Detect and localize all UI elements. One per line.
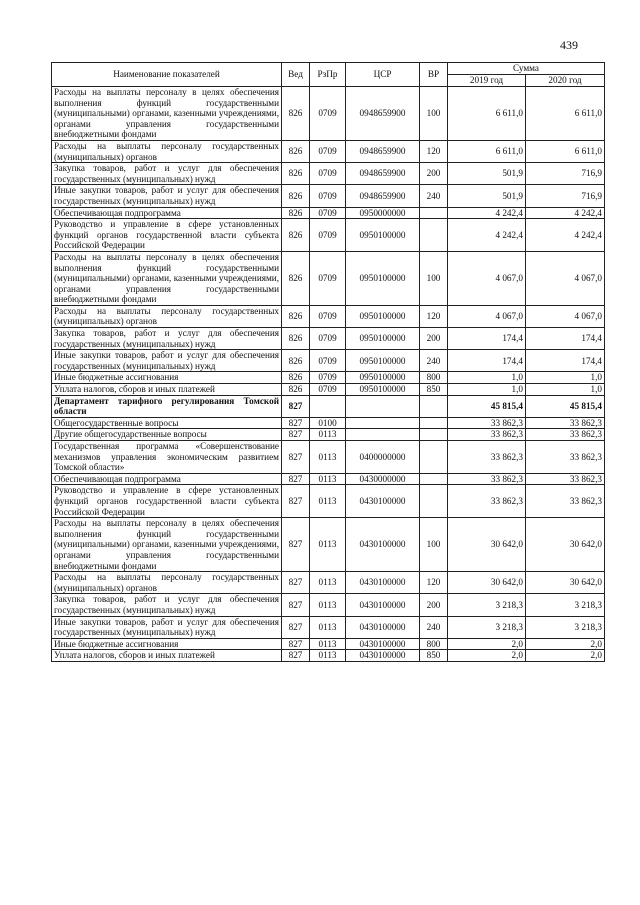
- cell-csr: 0430100000: [346, 638, 420, 650]
- cell-rzpr: 0113: [310, 650, 346, 662]
- cell-rzpr: 0113: [310, 638, 346, 650]
- cell-y2019: 6 611,0: [448, 140, 526, 162]
- header-csr: ЦСР: [346, 63, 420, 87]
- cell-y2020: 6 611,0: [526, 87, 605, 141]
- cell-ved: 827: [282, 441, 310, 474]
- cell-vr: 850: [420, 384, 448, 396]
- cell-rzpr: 0709: [310, 87, 346, 141]
- cell-ved: 826: [282, 328, 310, 350]
- cell-y2020: 33 862,3: [526, 485, 605, 518]
- cell-rzpr: 0113: [310, 594, 346, 616]
- table-row: [52, 473, 605, 485]
- cell-ved: 826: [282, 219, 310, 252]
- cell-csr: [346, 429, 420, 441]
- page-number: 439: [560, 38, 578, 52]
- cell-y2020: 4 242,4: [526, 207, 605, 219]
- cell-y2019: 1,0: [448, 372, 526, 384]
- cell-ved: 826: [282, 384, 310, 396]
- cell-ved: 827: [282, 473, 310, 485]
- cell-ved: 826: [282, 163, 310, 185]
- table-row: [52, 305, 605, 327]
- cell-csr: 0430100000: [346, 485, 420, 518]
- cell-y2020: 33 862,3: [526, 417, 605, 429]
- cell-name: Закупка товаров, работ и услуг для обеспечения государственных (муниципальных) нужд: [52, 163, 282, 185]
- cell-ved: 826: [282, 185, 310, 207]
- budget-table: [51, 62, 605, 662]
- cell-name: Обеспечивающая подпрограмма: [52, 473, 282, 485]
- table-row: [52, 350, 605, 372]
- cell-y2020: 33 862,3: [526, 429, 605, 441]
- cell-ved: 826: [282, 87, 310, 141]
- cell-ved: 826: [282, 207, 310, 219]
- cell-rzpr: 0709: [310, 219, 346, 252]
- cell-name: Расходы на выплаты персоналу государственных (муниципальных) органов: [52, 140, 282, 162]
- cell-vr: 200: [420, 163, 448, 185]
- cell-name: Уплата налогов, сборов и иных платежей: [52, 384, 282, 396]
- cell-y2020: 716,9: [526, 185, 605, 207]
- cell-y2019: 4 242,4: [448, 207, 526, 219]
- cell-y2019: 6 611,0: [448, 87, 526, 141]
- cell-vr: [420, 417, 448, 429]
- cell-y2019: 45 815,4: [448, 395, 526, 417]
- table-row: [52, 163, 605, 185]
- cell-y2020: 6 611,0: [526, 140, 605, 162]
- cell-vr: 240: [420, 185, 448, 207]
- table-row: [52, 417, 605, 429]
- cell-y2019: 30 642,0: [448, 572, 526, 594]
- table-row: [52, 594, 605, 616]
- cell-ved: 827: [282, 429, 310, 441]
- cell-y2019: 174,4: [448, 328, 526, 350]
- cell-ved: 827: [282, 417, 310, 429]
- cell-y2020: 2,0: [526, 638, 605, 650]
- header-rzpr: РзПр: [310, 63, 346, 87]
- cell-ved: 826: [282, 140, 310, 162]
- cell-ved: 827: [282, 395, 310, 417]
- cell-rzpr: 0709: [310, 163, 346, 185]
- cell-rzpr: 0709: [310, 207, 346, 219]
- cell-y2020: 33 862,3: [526, 473, 605, 485]
- cell-csr: 0950000000: [346, 207, 420, 219]
- cell-vr: [420, 485, 448, 518]
- cell-vr: 100: [420, 251, 448, 305]
- cell-csr: 0950100000: [346, 350, 420, 372]
- table-row: [52, 207, 605, 219]
- header-2020: 2020 год: [526, 75, 605, 87]
- cell-csr: 0430000000: [346, 473, 420, 485]
- cell-y2019: 4 242,4: [448, 219, 526, 252]
- table-row: [52, 572, 605, 594]
- cell-vr: [420, 219, 448, 252]
- cell-y2020: 1,0: [526, 372, 605, 384]
- cell-vr: [420, 473, 448, 485]
- cell-y2019: 3 218,3: [448, 594, 526, 616]
- cell-name: Обеспечивающая подпрограмма: [52, 207, 282, 219]
- cell-vr: [420, 207, 448, 219]
- cell-csr: 0430100000: [346, 594, 420, 616]
- cell-y2020: 4 067,0: [526, 251, 605, 305]
- table-row: [52, 429, 605, 441]
- cell-ved: 826: [282, 305, 310, 327]
- cell-rzpr: 0709: [310, 350, 346, 372]
- header-name: Наименование показателей: [52, 63, 282, 87]
- cell-y2020: 3 218,3: [526, 594, 605, 616]
- cell-csr: 0400000000: [346, 441, 420, 474]
- cell-y2019: 501,9: [448, 163, 526, 185]
- cell-name: Закупка товаров, работ и услуг для обеспечения государственных (муниципальных) нужд: [52, 328, 282, 350]
- cell-csr: 0950100000: [346, 384, 420, 396]
- cell-rzpr: 0709: [310, 251, 346, 305]
- table-row: [52, 328, 605, 350]
- cell-name: Расходы на выплаты персоналу в целях обеспечения выполнения функций государственными (муниципальными) органами, казенными учреждениями, органами управления государственными внебюджетными фондами: [52, 87, 282, 141]
- table-row: [52, 650, 605, 662]
- cell-name: Уплата налогов, сборов и иных платежей: [52, 650, 282, 662]
- cell-name: Иные закупки товаров, работ и услуг для обеспечения государственных (муниципальных) нужд: [52, 185, 282, 207]
- table-row: [52, 518, 605, 572]
- cell-y2020: 30 642,0: [526, 572, 605, 594]
- table-row: [52, 87, 605, 141]
- cell-y2020: 4 067,0: [526, 305, 605, 327]
- table-row: [52, 219, 605, 252]
- table-row: [52, 485, 605, 518]
- cell-y2019: 33 862,3: [448, 441, 526, 474]
- cell-y2019: 4 067,0: [448, 251, 526, 305]
- cell-vr: 120: [420, 305, 448, 327]
- cell-ved: 826: [282, 372, 310, 384]
- header-vr: ВР: [420, 63, 448, 87]
- cell-vr: 200: [420, 328, 448, 350]
- cell-ved: 827: [282, 485, 310, 518]
- cell-name: Департамент тарифного регулирования Томской области: [52, 395, 282, 417]
- header-sum: Сумма: [448, 63, 605, 75]
- cell-vr: 100: [420, 87, 448, 141]
- cell-rzpr: 0100: [310, 417, 346, 429]
- cell-name: Государственная программа «Совершенствование механизмов управления экономическим развитием Томской области»: [52, 441, 282, 474]
- cell-csr: [346, 417, 420, 429]
- cell-csr: 0948659900: [346, 87, 420, 141]
- table-row: [52, 616, 605, 638]
- cell-csr: [346, 395, 420, 417]
- cell-csr: 0430100000: [346, 572, 420, 594]
- table-row: [52, 185, 605, 207]
- table-body: [52, 87, 605, 662]
- cell-vr: 800: [420, 372, 448, 384]
- cell-vr: [420, 441, 448, 474]
- cell-ved: 827: [282, 650, 310, 662]
- cell-name: Иные бюджетные ассигнования: [52, 372, 282, 384]
- cell-vr: 850: [420, 650, 448, 662]
- cell-y2020: 33 862,3: [526, 441, 605, 474]
- cell-y2020: 3 218,3: [526, 616, 605, 638]
- cell-y2020: 45 815,4: [526, 395, 605, 417]
- cell-rzpr: 0113: [310, 485, 346, 518]
- cell-csr: 0430100000: [346, 650, 420, 662]
- cell-name: Закупка товаров, работ и услуг для обеспечения государственных (муниципальных) нужд: [52, 594, 282, 616]
- header-2019: 2019 год: [448, 75, 526, 87]
- cell-y2020: 2,0: [526, 650, 605, 662]
- cell-y2019: 33 862,3: [448, 485, 526, 518]
- cell-vr: 240: [420, 350, 448, 372]
- cell-y2020: 174,4: [526, 350, 605, 372]
- cell-name: Иные закупки товаров, работ и услуг для обеспечения государственных (муниципальных) нужд: [52, 616, 282, 638]
- cell-rzpr: [310, 395, 346, 417]
- cell-y2019: 3 218,3: [448, 616, 526, 638]
- cell-ved: 827: [282, 572, 310, 594]
- cell-y2019: 30 642,0: [448, 518, 526, 572]
- table-row: [52, 372, 605, 384]
- cell-y2019: 33 862,3: [448, 429, 526, 441]
- cell-name: Расходы на выплаты персоналу государственных (муниципальных) органов: [52, 305, 282, 327]
- cell-y2020: 174,4: [526, 328, 605, 350]
- cell-vr: 100: [420, 518, 448, 572]
- cell-ved: 827: [282, 638, 310, 650]
- cell-rzpr: 0113: [310, 572, 346, 594]
- cell-vr: 120: [420, 140, 448, 162]
- cell-csr: 0950100000: [346, 372, 420, 384]
- cell-name: Другие общегосударственные вопросы: [52, 429, 282, 441]
- cell-rzpr: 0709: [310, 328, 346, 350]
- table-row: [52, 384, 605, 396]
- cell-vr: 120: [420, 572, 448, 594]
- table-row: [52, 251, 605, 305]
- cell-y2020: 1,0: [526, 384, 605, 396]
- cell-rzpr: 0113: [310, 473, 346, 485]
- table-row: [52, 441, 605, 474]
- table-header: [52, 63, 605, 87]
- table-row: [52, 140, 605, 162]
- cell-ved: 826: [282, 350, 310, 372]
- cell-rzpr: 0113: [310, 616, 346, 638]
- cell-csr: 0948659900: [346, 185, 420, 207]
- cell-rzpr: 0709: [310, 140, 346, 162]
- cell-rzpr: 0709: [310, 185, 346, 207]
- cell-vr: 800: [420, 638, 448, 650]
- cell-y2019: 1,0: [448, 384, 526, 396]
- table-row: [52, 638, 605, 650]
- table-row: [52, 395, 605, 417]
- cell-csr: 0430100000: [346, 616, 420, 638]
- cell-y2019: 174,4: [448, 350, 526, 372]
- cell-csr: 0430100000: [346, 518, 420, 572]
- cell-rzpr: 0709: [310, 305, 346, 327]
- cell-name: Общегосударственные вопросы: [52, 417, 282, 429]
- cell-csr: 0948659900: [346, 140, 420, 162]
- cell-rzpr: 0709: [310, 384, 346, 396]
- cell-csr: 0950100000: [346, 219, 420, 252]
- cell-vr: [420, 429, 448, 441]
- cell-y2020: 716,9: [526, 163, 605, 185]
- cell-rzpr: 0113: [310, 441, 346, 474]
- cell-y2019: 33 862,3: [448, 473, 526, 485]
- cell-vr: 240: [420, 616, 448, 638]
- cell-y2020: 4 242,4: [526, 219, 605, 252]
- cell-y2020: 30 642,0: [526, 518, 605, 572]
- cell-csr: 0948659900: [346, 163, 420, 185]
- cell-name: Иные бюджетные ассигнования: [52, 638, 282, 650]
- cell-rzpr: 0113: [310, 518, 346, 572]
- cell-name: Руководство и управление в сфере установленных функций органов государственной власти субъекта Российской Федерации: [52, 219, 282, 252]
- cell-ved: 827: [282, 518, 310, 572]
- cell-ved: 826: [282, 251, 310, 305]
- cell-name: Иные закупки товаров, работ и услуг для обеспечения государственных (муниципальных) нужд: [52, 350, 282, 372]
- cell-y2019: 2,0: [448, 650, 526, 662]
- cell-rzpr: 0113: [310, 429, 346, 441]
- cell-y2019: 2,0: [448, 638, 526, 650]
- header-ved: Вед: [282, 63, 310, 87]
- cell-vr: 200: [420, 594, 448, 616]
- cell-ved: 827: [282, 616, 310, 638]
- cell-y2019: 501,9: [448, 185, 526, 207]
- cell-csr: 0950100000: [346, 251, 420, 305]
- cell-name: Расходы на выплаты персоналу государственных (муниципальных) органов: [52, 572, 282, 594]
- cell-csr: 0950100000: [346, 305, 420, 327]
- cell-rzpr: 0709: [310, 372, 346, 384]
- cell-y2019: 33 862,3: [448, 417, 526, 429]
- cell-csr: 0950100000: [346, 328, 420, 350]
- cell-vr: [420, 395, 448, 417]
- cell-ved: 827: [282, 594, 310, 616]
- cell-name: Руководство и управление в сфере установленных функций органов государственной власти субъекта Российской Федерации: [52, 485, 282, 518]
- cell-name: Расходы на выплаты персоналу в целях обеспечения выполнения функций государственными (муниципальными) органами, казенными учреждениями, органами управления государственными внебюджетными фондами: [52, 518, 282, 572]
- cell-name: Расходы на выплаты персоналу в целях обеспечения выполнения функций государственными (муниципальными) органами, казенными учреждениями, органами управления государственными внебюджетными фондами: [52, 251, 282, 305]
- cell-y2019: 4 067,0: [448, 305, 526, 327]
